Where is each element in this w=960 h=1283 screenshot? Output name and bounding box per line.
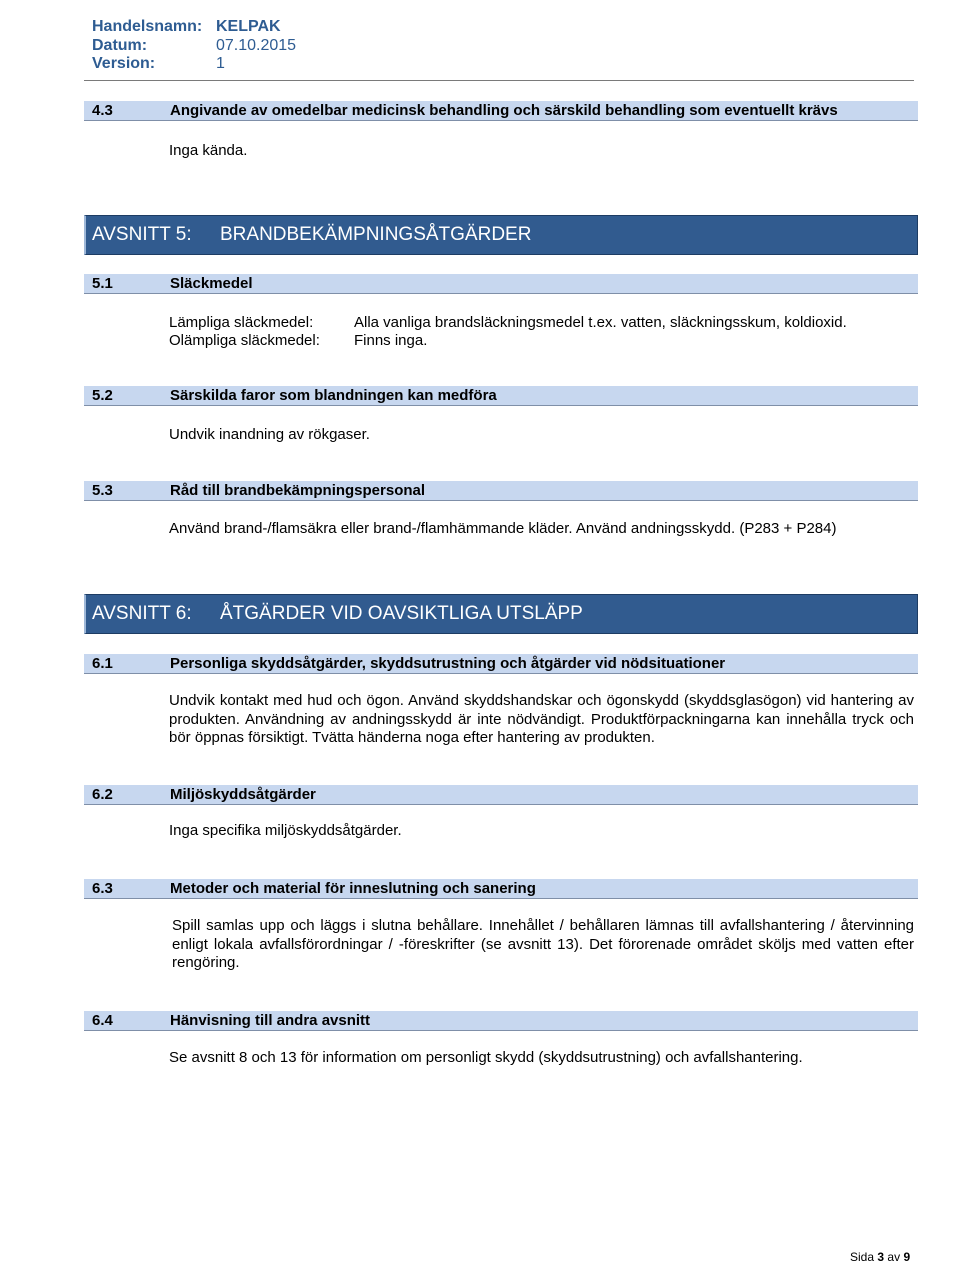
- subsection-6-2-heading: [84, 785, 918, 805]
- subsection-5-3-heading: [84, 481, 918, 501]
- subsection-title: Metoder och material för inneslutning och sanering: [170, 880, 536, 897]
- document-header: [92, 18, 296, 74]
- subsection-title: Miljöskyddsåtgärder: [170, 786, 316, 803]
- trade-name-value: KELPAK: [216, 18, 281, 35]
- subsection-number: 5.1: [92, 275, 113, 292]
- subsection-title: Hänvisning till andra avsnitt: [170, 1012, 371, 1029]
- subsection-title: Släckmedel: [170, 275, 253, 292]
- subsection-5-2-heading: [84, 386, 918, 406]
- subsection-6-2-text: Inga specifika miljöskyddsåtgärder.: [169, 822, 402, 839]
- subsection-number: 6.1: [92, 655, 113, 672]
- subsection-5-3-text: Använd brand-/flamsäkra eller brand-/flamhämmande kläder. Använd andningsskydd. (P283 + P284): [169, 520, 837, 537]
- subsection-title: Personliga skyddsåtgärder, skyddsutrustning och åtgärder vid nödsituationer: [170, 655, 726, 672]
- subsection-title: Angivande av omedelbar medicinsk behandling och särskild behandling som eventuellt krävs: [170, 102, 838, 119]
- subsection-6-1-text: Undvik kontakt med hud och ögon. Använd skyddshandskar och ögonskydd (skyddsglasögon) vid hantering av produkten. Användning av andningsskydd är inte nödvändigt. Produktförpackningarna kan innehålla tryck och bör öppnas försiktigt. Tvätta händerna noga efter hantering av produkten.: [169, 692, 914, 747]
- section-title: ÅTGÄRDER VID OAVSIKTLIGA UTSLÄPP: [220, 603, 583, 624]
- suitable-media-value: Alla vanliga brandsläckningsmedel t.ex. vatten, släckningsskum, koldioxid.: [354, 314, 847, 331]
- subsection-6-1-heading: [84, 654, 918, 674]
- page-of: av: [887, 1250, 901, 1264]
- date-value: 07.10.2015: [216, 36, 297, 54]
- subsection-number: 5.2: [92, 387, 113, 404]
- page-total: 9: [903, 1250, 911, 1264]
- suitable-media-label: Lämpliga släckmedel:: [169, 314, 314, 331]
- subsection-5-2-text: Undvik inandning av rökgaser.: [169, 426, 370, 443]
- unsuitable-media-label: Olämpliga släckmedel:: [169, 332, 320, 349]
- trade-name-label: Handelsnamn:: [92, 18, 203, 35]
- section-number: AVSNITT 5:: [92, 224, 192, 245]
- section-5-heading: [84, 215, 918, 255]
- version-value: 1: [216, 55, 225, 72]
- subsection-4-3-heading: [84, 101, 918, 121]
- subsection-6-4-text: Se avsnitt 8 och 13 för information om personligt skydd (skyddsutrustning) och avfallshantering.: [169, 1049, 803, 1066]
- subsection-title: Råd till brandbekämpningspersonal: [170, 482, 426, 499]
- subsection-number: 4.3: [92, 102, 113, 119]
- subsection-4-3-text: Inga kända.: [169, 142, 248, 159]
- page-number: [850, 1250, 910, 1264]
- subsection-6-4-heading: [84, 1011, 918, 1031]
- subsection-5-1-heading: [84, 274, 918, 294]
- section-number: AVSNITT 6:: [92, 603, 192, 624]
- subsection-number: 6.4: [92, 1012, 113, 1029]
- page-label: Sida: [850, 1250, 875, 1264]
- date-label: Datum:: [92, 36, 148, 54]
- page-current: 3: [877, 1250, 885, 1264]
- subsection-number: 5.3: [92, 482, 113, 499]
- section-title: BRANDBEKÄMPNINGSÅTGÄRDER: [220, 224, 532, 245]
- subsection-number: 6.2: [92, 786, 113, 803]
- subsection-number: 6.3: [92, 880, 113, 897]
- subsection-title: Särskilda faror som blandningen kan medföra: [170, 387, 497, 404]
- subsection-6-3-heading: [84, 879, 918, 899]
- subsection-6-3-text: Spill samlas upp och läggs i slutna behållare. Innehållet / behållaren lämnas till avfallshantering / återvinning enligt lokala avfallsförordningar / -föreskrifter (se avsnitt 13). Det förorenade området sköljs med vatten efter rengöring.: [172, 917, 914, 972]
- unsuitable-media-value: Finns inga.: [354, 332, 428, 349]
- section-6-heading: [84, 594, 918, 634]
- version-label: Version:: [92, 55, 156, 72]
- header-divider: [84, 80, 914, 81]
